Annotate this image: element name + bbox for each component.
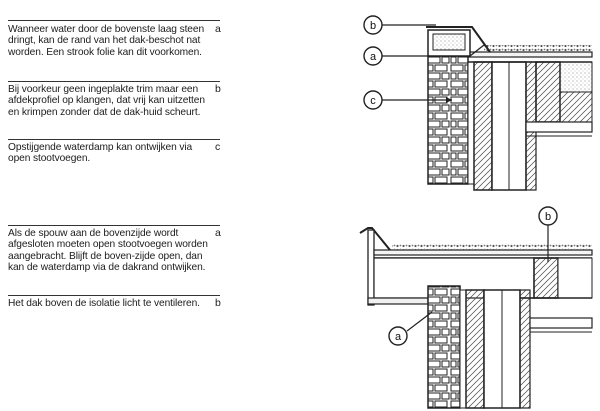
top-detail — [364, 16, 592, 190]
note-letter: b — [215, 83, 221, 95]
note-text: Bij voorkeur geen ingeplakte trim maar een afdekprofiel op klangen, dat vrij kan uitzetten en krimpen zonder dat de dak-huid scheurt. — [8, 84, 205, 118]
callout-label: a — [369, 51, 377, 63]
note-letter: a — [215, 23, 221, 35]
note-text: Wanneer water door de bovenste laag steen dringt, kan de rand van het dak-beschot nat worden. Een strook folie kan dit voorkomen. — [8, 24, 205, 58]
note-text: Opstijgende waterdamp kan ontwijken via open stootvoegen. — [8, 142, 193, 165]
note-text: Het dak boven de isolatie licht te ventileren. — [8, 298, 200, 309]
bottom-detail — [360, 207, 592, 408]
callout-label: a — [394, 331, 402, 343]
note-letter: a — [215, 227, 221, 239]
note-text: Als de spouw aan de bovenzijde wordt afgesloten moeten open stootvoegen worden aangebracht. Blijft de boven-zijde open, dan kan de waterdamp via de dakrand ontwijken. — [8, 228, 208, 274]
callout-label: b — [544, 211, 552, 223]
note-letter: b — [215, 297, 221, 309]
brick-wall — [428, 56, 468, 184]
callout-label: b — [369, 20, 377, 32]
callout-label: c — [370, 95, 376, 107]
note-letter: c — [215, 141, 221, 153]
